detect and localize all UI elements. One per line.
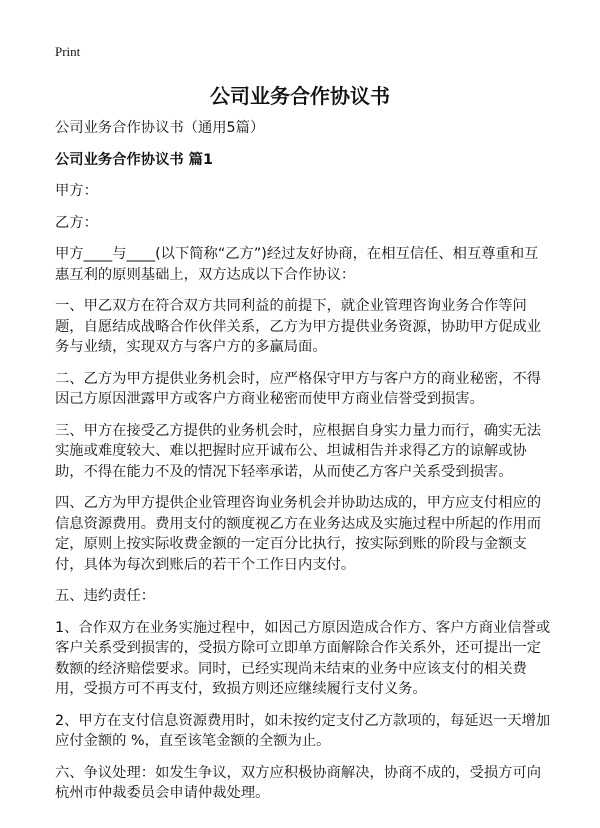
party-a-line: 甲方： [55,183,98,199]
paragraph-clause-3: 三、甲方在接受乙方提供的业务机会时，应根据自身实力量力而行，确实无法实施或难度较大、难以把握时应开诚布公、坦诚相告并求得乙方的谅解或协助，不得在能力不及的情况下轻率承诺，从而使乙方客户关系受到损害。 [55,422,542,480]
paragraph-clause-5-item-2: 2、甲方在支付信息资源费用时，如未按约定支付乙方款项的，每延迟一天增加应付金额的 %，直至该笔金额的全额为止。 [55,712,551,749]
document-body [55,118,552,815]
section-heading: 公司业务合作协议书 篇1 [55,151,213,168]
paragraph-clause-5-item-1: 1、合作双方在业务实施过程中，如因己方原因造成合作方、客户方商业信誉或客户关系受到损害的，受损方除可立即单方面解除合作关系外，还可提出一定数额的经济赔偿要求。同时，已经实现尚未结束的业务中应该支付的相关费用，受损方可不再支付，致损方则还应继续履行支付义务。 [55,619,551,697]
party-b-line: 乙方： [55,214,98,231]
document-title: 公司业务合作协议书 [210,84,390,108]
paragraph-clause-6: 六、争议处理：如发生争议，双方应积极协商解决，协商不成的，受损方可向杭州市仲裁委员会申请仲裁处理。 [55,764,542,801]
document-subtitle: 公司业务合作协议书（通用5篇） [55,120,265,136]
paragraph-intro: 甲方____与____(以下简称“乙方”)经过友好协商，在相互信任、相互尊重和互惠互利的原则基础上，双方达成以下合作协议： [55,246,539,283]
paragraph-clause-1: 一、甲乙双方在符合双方共同利益的前提下，就企业管理咨询业务合作等问题，自愿结成战略合作伙伴关系，乙方为甲方提供业务资源，协助甲方促成业务与业绩，实现双方与客户方的多赢局面。 [55,298,542,355]
print-link[interactable]: Print [55,44,81,59]
paragraph-clause-4: 四、乙方为甲方提供企业管理咨询业务机会并协助达成的，甲方应支付相应的信息资源费用。费用支付的额度视乙方在业务达成及实施过程中所起的作用而定，原则上按实际收费金额的一定百分比执行，按实际到账的阶段与金额支付，具体为每次到账后的若干个工作日内支付。 [55,495,542,573]
paragraph-clause-2: 二、乙方为甲方提供业务机会时，应严格保守甲方与客户方的商业秘密，不得因己方原因泄露甲方或客户方商业秘密而使甲方商业信誉受到损害。 [55,370,542,407]
paragraph-clause-5-heading: 五、违约责任： [55,588,156,604]
